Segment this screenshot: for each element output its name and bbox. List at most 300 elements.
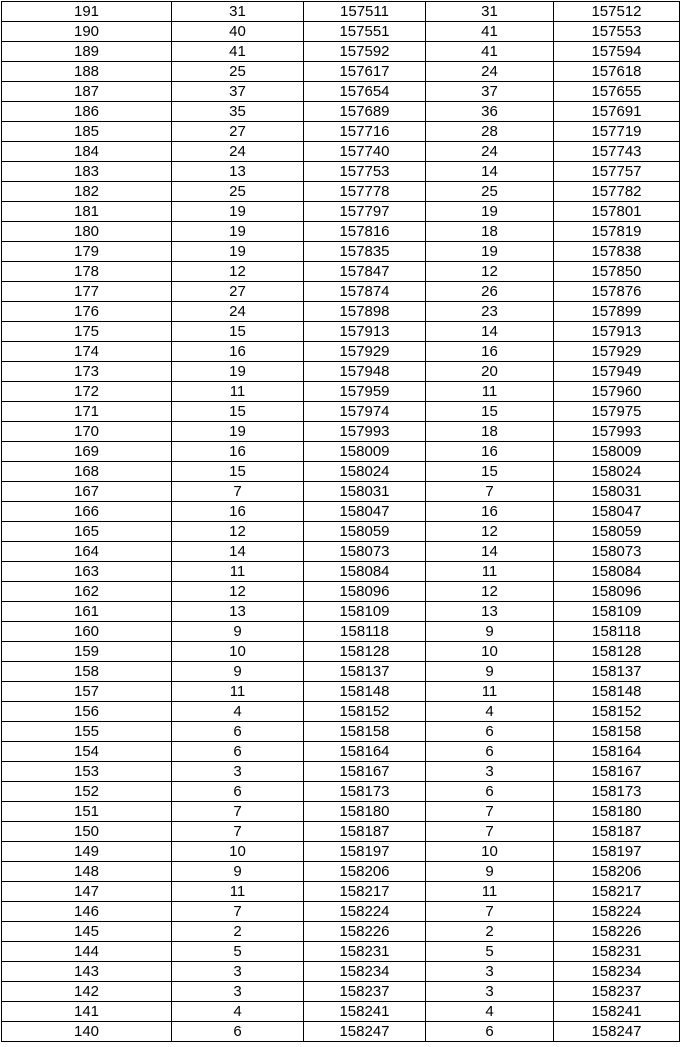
cumulative-b-cell: 158231 — [554, 942, 680, 962]
cumulative-b-cell: 158167 — [554, 762, 680, 782]
count-a-cell: 14 — [172, 542, 304, 562]
cumulative-a-cell: 158009 — [304, 442, 426, 462]
score-cell: 177 — [2, 282, 172, 302]
count-b-cell: 14 — [426, 162, 554, 182]
table-row — [2, 702, 680, 722]
cumulative-b-cell: 158152 — [554, 702, 680, 722]
count-b-cell: 41 — [426, 22, 554, 42]
count-b-cell: 6 — [426, 1022, 554, 1042]
cumulative-a-cell: 158241 — [304, 1002, 426, 1022]
score-cell: 182 — [2, 182, 172, 202]
count-b-cell: 4 — [426, 702, 554, 722]
score-cell: 164 — [2, 542, 172, 562]
score-cell: 188 — [2, 62, 172, 82]
score-cell: 166 — [2, 502, 172, 522]
cumulative-a-cell: 157716 — [304, 122, 426, 142]
cumulative-b-cell: 157782 — [554, 182, 680, 202]
cumulative-a-cell: 157874 — [304, 282, 426, 302]
table-row — [2, 902, 680, 922]
count-b-cell: 9 — [426, 622, 554, 642]
cumulative-b-cell: 157975 — [554, 402, 680, 422]
table-row — [2, 522, 680, 542]
count-b-cell: 5 — [426, 942, 554, 962]
table-row — [2, 602, 680, 622]
count-b-cell: 19 — [426, 202, 554, 222]
score-cell: 174 — [2, 342, 172, 362]
cumulative-a-cell: 158173 — [304, 782, 426, 802]
score-cell: 175 — [2, 322, 172, 342]
table-row — [2, 162, 680, 182]
count-a-cell: 6 — [172, 782, 304, 802]
table-row — [2, 1002, 680, 1022]
count-a-cell: 9 — [172, 662, 304, 682]
cumulative-a-cell: 158217 — [304, 882, 426, 902]
cumulative-a-cell: 158158 — [304, 722, 426, 742]
cumulative-a-cell: 158224 — [304, 902, 426, 922]
cumulative-b-cell: 157801 — [554, 202, 680, 222]
count-a-cell: 11 — [172, 382, 304, 402]
count-a-cell: 5 — [172, 942, 304, 962]
cumulative-b-cell: 157850 — [554, 262, 680, 282]
count-b-cell: 3 — [426, 962, 554, 982]
score-cell: 159 — [2, 642, 172, 662]
count-a-cell: 6 — [172, 742, 304, 762]
count-a-cell: 12 — [172, 262, 304, 282]
count-a-cell: 16 — [172, 342, 304, 362]
score-cell: 185 — [2, 122, 172, 142]
count-b-cell: 4 — [426, 1002, 554, 1022]
score-cell: 155 — [2, 722, 172, 742]
count-b-cell: 16 — [426, 502, 554, 522]
table-body — [2, 2, 680, 1042]
cumulative-b-cell: 158137 — [554, 662, 680, 682]
score-cell: 167 — [2, 482, 172, 502]
cumulative-a-cell: 157816 — [304, 222, 426, 242]
count-a-cell: 9 — [172, 862, 304, 882]
cumulative-b-cell: 158247 — [554, 1022, 680, 1042]
cumulative-b-cell: 157618 — [554, 62, 680, 82]
count-a-cell: 19 — [172, 422, 304, 442]
cumulative-a-cell: 157654 — [304, 82, 426, 102]
score-cell: 190 — [2, 22, 172, 42]
count-b-cell: 11 — [426, 882, 554, 902]
score-cell: 165 — [2, 522, 172, 542]
count-a-cell: 3 — [172, 982, 304, 1002]
cumulative-a-cell: 158084 — [304, 562, 426, 582]
score-cell: 156 — [2, 702, 172, 722]
cumulative-a-cell: 158109 — [304, 602, 426, 622]
score-cell: 169 — [2, 442, 172, 462]
cumulative-a-cell: 157898 — [304, 302, 426, 322]
cumulative-b-cell: 157553 — [554, 22, 680, 42]
count-a-cell: 41 — [172, 42, 304, 62]
cumulative-a-cell: 157847 — [304, 262, 426, 282]
score-cell: 146 — [2, 902, 172, 922]
count-b-cell: 2 — [426, 922, 554, 942]
cumulative-b-cell: 158109 — [554, 602, 680, 622]
table-row — [2, 742, 680, 762]
count-b-cell: 14 — [426, 322, 554, 342]
cumulative-b-cell: 158009 — [554, 442, 680, 462]
count-b-cell: 13 — [426, 602, 554, 622]
score-cell: 186 — [2, 102, 172, 122]
table-row — [2, 342, 680, 362]
count-b-cell: 16 — [426, 342, 554, 362]
table-row — [2, 42, 680, 62]
score-cell: 144 — [2, 942, 172, 962]
cumulative-b-cell: 157913 — [554, 322, 680, 342]
table-row — [2, 442, 680, 462]
count-b-cell: 9 — [426, 662, 554, 682]
cumulative-b-cell: 157719 — [554, 122, 680, 142]
score-cell: 153 — [2, 762, 172, 782]
score-cell: 183 — [2, 162, 172, 182]
table-row — [2, 382, 680, 402]
table-row — [2, 122, 680, 142]
count-b-cell: 3 — [426, 982, 554, 1002]
table-row — [2, 22, 680, 42]
cumulative-b-cell: 157876 — [554, 282, 680, 302]
table-row — [2, 202, 680, 222]
cumulative-a-cell: 158128 — [304, 642, 426, 662]
score-cell: 170 — [2, 422, 172, 442]
count-b-cell: 14 — [426, 542, 554, 562]
score-cell: 173 — [2, 362, 172, 382]
score-cell: 168 — [2, 462, 172, 482]
cumulative-a-cell: 157974 — [304, 402, 426, 422]
score-distribution-table — [1, 1, 680, 1042]
count-a-cell: 13 — [172, 162, 304, 182]
cumulative-b-cell: 158173 — [554, 782, 680, 802]
count-b-cell: 26 — [426, 282, 554, 302]
count-b-cell: 7 — [426, 902, 554, 922]
table-row — [2, 402, 680, 422]
count-a-cell: 12 — [172, 582, 304, 602]
count-a-cell: 15 — [172, 462, 304, 482]
cumulative-b-cell: 158187 — [554, 822, 680, 842]
cumulative-a-cell: 158047 — [304, 502, 426, 522]
count-a-cell: 40 — [172, 22, 304, 42]
table-row — [2, 2, 680, 22]
cumulative-a-cell: 158187 — [304, 822, 426, 842]
score-cell: 178 — [2, 262, 172, 282]
count-b-cell: 15 — [426, 402, 554, 422]
cumulative-a-cell: 157835 — [304, 242, 426, 262]
table-row — [2, 1022, 680, 1042]
count-b-cell: 11 — [426, 382, 554, 402]
count-a-cell: 15 — [172, 322, 304, 342]
cumulative-a-cell: 158073 — [304, 542, 426, 562]
table-row — [2, 842, 680, 862]
cumulative-b-cell: 157949 — [554, 362, 680, 382]
count-a-cell: 7 — [172, 902, 304, 922]
cumulative-a-cell: 158231 — [304, 942, 426, 962]
table-row — [2, 302, 680, 322]
count-b-cell: 7 — [426, 802, 554, 822]
count-a-cell: 19 — [172, 362, 304, 382]
count-b-cell: 24 — [426, 62, 554, 82]
count-a-cell: 37 — [172, 82, 304, 102]
cumulative-a-cell: 158031 — [304, 482, 426, 502]
score-cell: 180 — [2, 222, 172, 242]
count-b-cell: 31 — [426, 2, 554, 22]
table-row — [2, 182, 680, 202]
cumulative-b-cell: 158237 — [554, 982, 680, 1002]
count-b-cell: 12 — [426, 522, 554, 542]
count-a-cell: 10 — [172, 642, 304, 662]
cumulative-b-cell: 158031 — [554, 482, 680, 502]
cumulative-a-cell: 158247 — [304, 1022, 426, 1042]
table-row — [2, 562, 680, 582]
cumulative-b-cell: 157960 — [554, 382, 680, 402]
cumulative-a-cell: 158148 — [304, 682, 426, 702]
cumulative-a-cell: 158234 — [304, 962, 426, 982]
table-row — [2, 82, 680, 102]
table-row — [2, 962, 680, 982]
count-a-cell: 19 — [172, 242, 304, 262]
count-a-cell: 6 — [172, 722, 304, 742]
table-row — [2, 322, 680, 342]
table-row — [2, 882, 680, 902]
table-row — [2, 922, 680, 942]
count-b-cell: 12 — [426, 262, 554, 282]
score-cell: 143 — [2, 962, 172, 982]
cumulative-b-cell: 158241 — [554, 1002, 680, 1022]
table-row — [2, 582, 680, 602]
count-a-cell: 4 — [172, 1002, 304, 1022]
count-b-cell: 28 — [426, 122, 554, 142]
score-cell: 171 — [2, 402, 172, 422]
count-a-cell: 31 — [172, 2, 304, 22]
cumulative-a-cell: 158164 — [304, 742, 426, 762]
count-a-cell: 19 — [172, 222, 304, 242]
score-cell: 145 — [2, 922, 172, 942]
cumulative-b-cell: 158096 — [554, 582, 680, 602]
cumulative-a-cell: 158197 — [304, 842, 426, 862]
score-cell: 148 — [2, 862, 172, 882]
count-b-cell: 6 — [426, 742, 554, 762]
count-a-cell: 4 — [172, 702, 304, 722]
score-cell: 176 — [2, 302, 172, 322]
score-cell: 157 — [2, 682, 172, 702]
table-row — [2, 682, 680, 702]
cumulative-b-cell: 157819 — [554, 222, 680, 242]
count-b-cell: 16 — [426, 442, 554, 462]
cumulative-a-cell: 157511 — [304, 2, 426, 22]
count-a-cell: 24 — [172, 142, 304, 162]
cumulative-a-cell: 157778 — [304, 182, 426, 202]
score-cell: 151 — [2, 802, 172, 822]
score-cell: 141 — [2, 1002, 172, 1022]
cumulative-b-cell: 158164 — [554, 742, 680, 762]
cumulative-b-cell: 158180 — [554, 802, 680, 822]
score-cell: 191 — [2, 2, 172, 22]
score-cell: 187 — [2, 82, 172, 102]
count-a-cell: 6 — [172, 1022, 304, 1042]
score-cell: 160 — [2, 622, 172, 642]
cumulative-b-cell: 158118 — [554, 622, 680, 642]
count-b-cell: 36 — [426, 102, 554, 122]
score-cell: 189 — [2, 42, 172, 62]
cumulative-a-cell: 157993 — [304, 422, 426, 442]
cumulative-a-cell: 157948 — [304, 362, 426, 382]
table-row — [2, 282, 680, 302]
count-b-cell: 7 — [426, 822, 554, 842]
count-a-cell: 12 — [172, 522, 304, 542]
count-a-cell: 7 — [172, 482, 304, 502]
cumulative-b-cell: 158128 — [554, 642, 680, 662]
count-b-cell: 9 — [426, 862, 554, 882]
count-a-cell: 3 — [172, 962, 304, 982]
cumulative-a-cell: 157959 — [304, 382, 426, 402]
cumulative-b-cell: 157929 — [554, 342, 680, 362]
count-a-cell: 10 — [172, 842, 304, 862]
count-b-cell: 11 — [426, 562, 554, 582]
table-row — [2, 222, 680, 242]
cumulative-a-cell: 158137 — [304, 662, 426, 682]
cumulative-b-cell: 157899 — [554, 302, 680, 322]
cumulative-a-cell: 157740 — [304, 142, 426, 162]
count-b-cell: 12 — [426, 582, 554, 602]
cumulative-b-cell: 158206 — [554, 862, 680, 882]
score-cell: 161 — [2, 602, 172, 622]
cumulative-b-cell: 157691 — [554, 102, 680, 122]
count-a-cell: 25 — [172, 182, 304, 202]
cumulative-b-cell: 158084 — [554, 562, 680, 582]
table-row — [2, 822, 680, 842]
count-a-cell: 35 — [172, 102, 304, 122]
table-row — [2, 622, 680, 642]
count-a-cell: 11 — [172, 882, 304, 902]
cumulative-b-cell: 157512 — [554, 2, 680, 22]
cumulative-a-cell: 157551 — [304, 22, 426, 42]
table-row — [2, 462, 680, 482]
cumulative-a-cell: 158180 — [304, 802, 426, 822]
cumulative-b-cell: 157838 — [554, 242, 680, 262]
count-b-cell: 6 — [426, 722, 554, 742]
count-a-cell: 16 — [172, 442, 304, 462]
cumulative-a-cell: 157689 — [304, 102, 426, 122]
table-row — [2, 802, 680, 822]
table-row — [2, 542, 680, 562]
score-cell: 152 — [2, 782, 172, 802]
cumulative-a-cell: 157753 — [304, 162, 426, 182]
score-cell: 162 — [2, 582, 172, 602]
table-row — [2, 242, 680, 262]
count-a-cell: 16 — [172, 502, 304, 522]
cumulative-a-cell: 157913 — [304, 322, 426, 342]
count-b-cell: 10 — [426, 642, 554, 662]
score-cell: 172 — [2, 382, 172, 402]
cumulative-a-cell: 158237 — [304, 982, 426, 1002]
table-row — [2, 642, 680, 662]
score-cell: 179 — [2, 242, 172, 262]
table-row — [2, 362, 680, 382]
table-row — [2, 142, 680, 162]
score-cell: 158 — [2, 662, 172, 682]
count-b-cell: 18 — [426, 422, 554, 442]
table-row — [2, 762, 680, 782]
cumulative-b-cell: 158197 — [554, 842, 680, 862]
count-a-cell: 27 — [172, 282, 304, 302]
cumulative-b-cell: 158226 — [554, 922, 680, 942]
count-a-cell: 11 — [172, 562, 304, 582]
table-row — [2, 722, 680, 742]
count-b-cell: 19 — [426, 242, 554, 262]
cumulative-a-cell: 157797 — [304, 202, 426, 222]
table-row — [2, 262, 680, 282]
cumulative-a-cell: 158118 — [304, 622, 426, 642]
cumulative-b-cell: 158158 — [554, 722, 680, 742]
count-a-cell: 2 — [172, 922, 304, 942]
table-row — [2, 782, 680, 802]
cumulative-a-cell: 157617 — [304, 62, 426, 82]
count-a-cell: 13 — [172, 602, 304, 622]
count-b-cell: 18 — [426, 222, 554, 242]
table-row — [2, 422, 680, 442]
table-row — [2, 982, 680, 1002]
table-row — [2, 942, 680, 962]
cumulative-a-cell: 157929 — [304, 342, 426, 362]
score-cell: 181 — [2, 202, 172, 222]
table-row — [2, 662, 680, 682]
count-b-cell: 20 — [426, 362, 554, 382]
count-b-cell: 3 — [426, 762, 554, 782]
cumulative-b-cell: 157743 — [554, 142, 680, 162]
score-cell: 154 — [2, 742, 172, 762]
table-row — [2, 482, 680, 502]
score-cell: 163 — [2, 562, 172, 582]
cumulative-b-cell: 158234 — [554, 962, 680, 982]
count-a-cell: 24 — [172, 302, 304, 322]
count-b-cell: 11 — [426, 682, 554, 702]
table-row — [2, 862, 680, 882]
cumulative-b-cell: 158217 — [554, 882, 680, 902]
cumulative-a-cell: 158226 — [304, 922, 426, 942]
cumulative-b-cell: 157655 — [554, 82, 680, 102]
count-b-cell: 37 — [426, 82, 554, 102]
score-cell: 150 — [2, 822, 172, 842]
cumulative-b-cell: 157993 — [554, 422, 680, 442]
score-cell: 184 — [2, 142, 172, 162]
count-a-cell: 15 — [172, 402, 304, 422]
table-row — [2, 502, 680, 522]
cumulative-b-cell: 157757 — [554, 162, 680, 182]
cumulative-a-cell: 158024 — [304, 462, 426, 482]
cumulative-b-cell: 158024 — [554, 462, 680, 482]
score-cell: 147 — [2, 882, 172, 902]
count-a-cell: 7 — [172, 822, 304, 842]
count-a-cell: 19 — [172, 202, 304, 222]
table-row — [2, 62, 680, 82]
count-b-cell: 24 — [426, 142, 554, 162]
cumulative-b-cell: 158059 — [554, 522, 680, 542]
count-b-cell: 25 — [426, 182, 554, 202]
cumulative-a-cell: 158152 — [304, 702, 426, 722]
cumulative-b-cell: 158073 — [554, 542, 680, 562]
cumulative-a-cell: 157592 — [304, 42, 426, 62]
count-b-cell: 7 — [426, 482, 554, 502]
count-a-cell: 25 — [172, 62, 304, 82]
cumulative-b-cell: 158148 — [554, 682, 680, 702]
count-b-cell: 6 — [426, 782, 554, 802]
score-cell: 142 — [2, 982, 172, 1002]
table-row — [2, 102, 680, 122]
cumulative-a-cell: 158096 — [304, 582, 426, 602]
cumulative-b-cell: 158047 — [554, 502, 680, 522]
cumulative-a-cell: 158167 — [304, 762, 426, 782]
count-a-cell: 3 — [172, 762, 304, 782]
